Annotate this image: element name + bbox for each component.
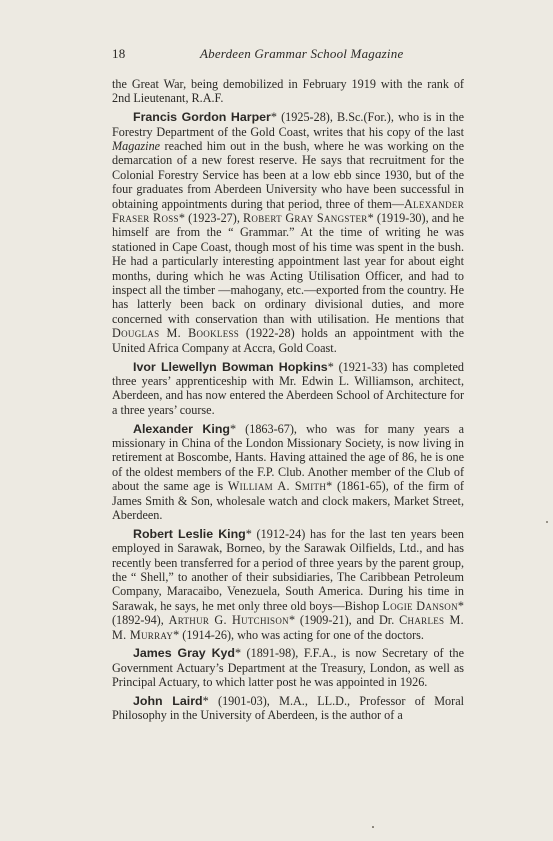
page-number: 18 bbox=[112, 46, 126, 61]
running-title: Aberdeen Grammar School Magazine bbox=[200, 46, 404, 61]
person-name: Robert Gray Sangster bbox=[243, 211, 368, 226]
paper-speck bbox=[546, 521, 548, 523]
entry-name: Ivor Llewellyn Bowman Hopkins bbox=[133, 359, 328, 374]
entry-john-laird: John Laird* (1901-03), M.A., LL.D., Professor of Moral Philosophy in the University of Aberdeen, is the author of a bbox=[112, 694, 464, 723]
person-name: Arthur G. Hutchison bbox=[168, 613, 289, 628]
article-column bbox=[112, 77, 464, 727]
paragraph-continuation: the Great War, being demobilized in February 1919 with the rank of 2nd Lieutenant, R.A.F. bbox=[112, 77, 464, 106]
entry-ivor-hopkins: Ivor Llewellyn Bowman Hopkins* (1921-33) has completed three years’ apprenticeship with Mr. Edwin L. Williamson, architect, Aberdeen, and has now entered the Aberdeen School of Architecture for a three years’ course. bbox=[112, 359, 465, 417]
person-name: Charles M. M. Murray bbox=[112, 613, 464, 642]
person-name: Alexander Fraser Ross bbox=[112, 196, 464, 226]
entry-name: John Laird bbox=[133, 694, 203, 708]
entry-name: James Gray Kyd bbox=[133, 646, 235, 661]
entry-name: Francis Gordon Harper bbox=[133, 110, 271, 125]
person-name: William A. Smith bbox=[227, 479, 327, 494]
person-name: Logie Danson bbox=[382, 598, 458, 613]
entry-alexander-king: Alexander King* (1863-67), who was for many years a missionary in China of the London Missionary Society, is now living in retirement at Boscombe, Hants. Having attained the age of 86, he is one of the oldest members of the F.P. Club. Another member of the Club of about the same age is William A. Smith* (1861-65), of the firm of James Smith & Son, wholesale watch and clock makers, Market Street, Aberdeen. bbox=[112, 421, 465, 522]
entry-name: Alexander King bbox=[133, 421, 230, 436]
entry-james-gray-kyd: James Gray Kyd* (1891-98), F.F.A., is now Secretary of the Government Actuary’s Department at the Treasury, London, as well as Principal Actuary, to which latter post he was appointed in 1926. bbox=[112, 646, 464, 690]
page-header bbox=[112, 46, 472, 62]
magazine-title: Magazine bbox=[112, 139, 161, 154]
paper-speck bbox=[372, 826, 374, 828]
entry-robert-leslie-king: Robert Leslie King* (1912-24) has for the last ten years been employed in Sarawak, Borneo, by the Sarawak Oilfields, Ltd., and has recently been transferred for a period of three years by the parent group, the “ Shell,” to another of their subsidiaries, The Caribbean Petroleum Company, Maracaibo, Venezuela, South America. During his time in Sarawak, he says, he met only three old boys—Bishop Logie Danson* (1892-94), Arthur G. Hutchison* (1909-21), and Dr. Charles M. M. Murray* (1914-26), who was acting for one of the doctors. bbox=[112, 526, 465, 642]
entry-name: Robert Leslie King bbox=[133, 526, 246, 541]
entry-francis-gordon-harper: Francis Gordon Harper* (1925-28), B.Sc.(For.), who is in the Forestry Department of the Gold Coast, writes that his copy of the last Magazine reached him out in the bush, where he was working on the demarcation of a new forest reserve. He says that recruitment for the Colonial Forestry Service has been at a low ebb since 1930, but of the four graduates from Aberdeen University who have been successful in obtaining appointments during that period, three of them—Alexander Fraser Ross* (1923-27), Robert Gray Sangster* (1919-30), and he himself are from the “ Grammar.” At the time of writing he was stationed in Cape Coast, though most of his time was spent in the bush. He had a particularly interesting appointment last year for about eight months, during which he was Acting Utilisation Officer, and had to inspect all the timber —mahogany, etc.—exported from the country. He has latterly been back on ordinary divisional duties, and more concerned with conservation than with utilisation. He mentions that Douglas M. Bookless (1922-28) holds an appointment with the United Africa Company at Accra, Gold Coast. bbox=[112, 110, 465, 355]
person-name: Douglas M. Bookless bbox=[112, 326, 240, 341]
